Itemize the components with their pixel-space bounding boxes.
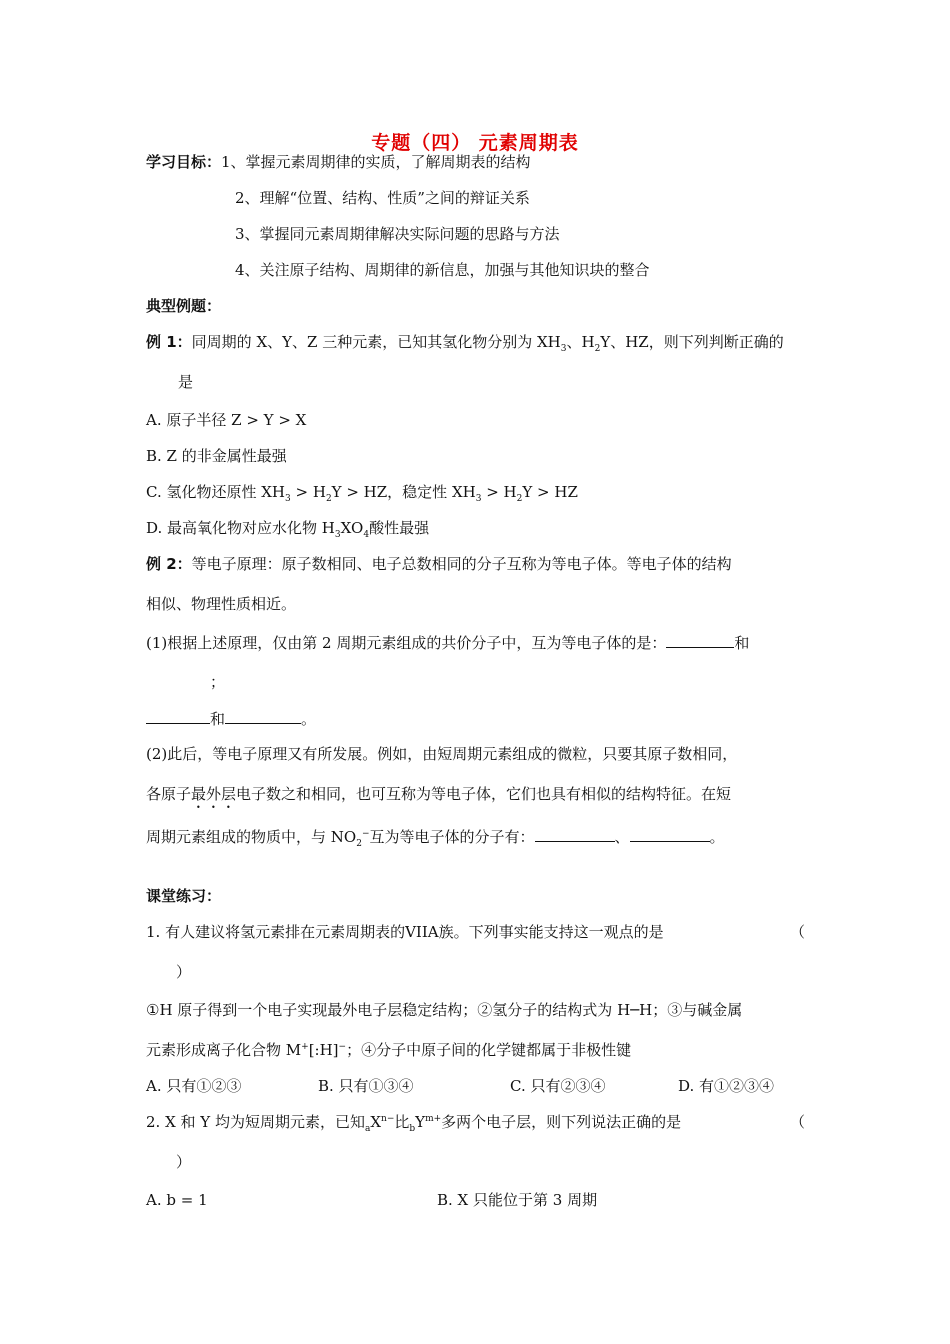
- example-2-part-2-cont: 各原子最外层电子数之和相同，也可互称为等电子体，它们也具有相似的结构特征。在短: [146, 785, 732, 803]
- question-2-stem: 2. X 和 Y 均为短周期元素，已知$_aX^{n-}$比$_bY^{m+}$多两个电子层，则下列说法正确的是: [146, 1113, 682, 1134]
- question-2-option-b[interactable]: B. X 只能位于第 3 周期: [437, 1191, 598, 1209]
- objective-2: 2、理解“位置、结构、性质”之间的辩证关系: [235, 189, 530, 207]
- example-1-question: 例 1：同周期的 X、Y、Z 三种元素，已知其氢化物分别为 $XH_3$、$H_2Y$、HZ，则下列判断正确的: [146, 333, 784, 354]
- question-1-statement: ①H 原子得到一个电子实现最外电子层稳定结构；②氢分子的结构式为 H─H；③与碱金属: [146, 1001, 743, 1019]
- example-1-option-c: C. 氢化物还原性 $XH_3 > H_2Y$ > HZ，稳定性 $XH_3 > H_2Y$ > HZ: [146, 483, 578, 504]
- question-1-statement-cont: 元素形成离子化合物 M+[:H]−；④分子中原子间的化学键都属于非极性键: [146, 1041, 632, 1059]
- question-1-option-d[interactable]: D. 有①②③④: [678, 1077, 775, 1095]
- example-1-option-a: A. 原子半径 Z > Y > X: [146, 411, 307, 429]
- question-1-stem: 1. 有人建议将氢元素排在元素周期表的VIIA族。下列事实能支持这一观点的是: [146, 923, 664, 941]
- answer-blank-2[interactable]: [146, 708, 210, 724]
- objective-4: 4、关注原子结构、周期律的新信息，加强与其他知识块的整合: [235, 261, 650, 279]
- question-2-paren-open: （: [790, 1113, 806, 1131]
- answer-blank-5[interactable]: [630, 826, 710, 842]
- question-1-paren-open: （: [790, 923, 806, 941]
- question-1-option-a[interactable]: A. 只有①②③: [146, 1077, 242, 1095]
- objective-1: 1、掌握元素周期律的实质，了解周期表的结构: [221, 153, 531, 171]
- example-2-intro-cont: 相似、物理性质相近。: [146, 595, 297, 613]
- example-2-part-1: (1)根据上述原理，仅由第 2 周期元素组成的共价分子中，互为等电子体的是： 和: [146, 634, 750, 652]
- example-2-intro: 例 2：等电子原理：原子数相同、电子总数相同的分子互称为等电子体。等电子体的结构: [146, 555, 732, 573]
- page-title: 专题（四） 元素周期表: [371, 132, 579, 154]
- example-2-part-2-end: 周期元素组成的物质中，与 $NO_2^-$互为等电子体的分子有： 、 。: [146, 828, 725, 849]
- example-2-label: 例 2：: [146, 555, 192, 573]
- example-1-option-d: D. 最高氧化物对应水化物 $H_3XO_4$酸性最强: [146, 519, 430, 540]
- example-2-semicolon: ；: [210, 673, 226, 691]
- answer-blank-1[interactable]: [666, 632, 734, 648]
- question-2-option-a[interactable]: A. b = 1: [146, 1191, 208, 1209]
- objective-3: 3、掌握同元素周期律解决实际问题的思路与方法: [235, 225, 560, 243]
- example-1-label: 例 1：: [146, 333, 192, 351]
- question-1-option-b[interactable]: B. 只有①③④: [318, 1077, 414, 1095]
- example-1-question-cont: 是: [178, 373, 194, 391]
- objectives-label: 学习目标：: [146, 153, 222, 171]
- question-1-option-c[interactable]: C. 只有②③④: [510, 1077, 606, 1095]
- examples-heading: 典型例题：: [146, 297, 222, 315]
- example-2-part-2: (2)此后，等电子原理又有所发展。例如，由短周期元素组成的微粒，只要其原子数相同，: [146, 745, 738, 763]
- emphasis-text: 最外层: [191, 785, 237, 803]
- question-1-paren-close: ）: [176, 963, 192, 981]
- objectives-line-1: [146, 152, 531, 172]
- question-2-paren-close: ）: [176, 1153, 192, 1171]
- example-1-option-b: B. Z 的非金属性最强: [146, 447, 287, 465]
- answer-blank-4[interactable]: [535, 826, 615, 842]
- practice-heading: 课堂练习：: [146, 887, 222, 905]
- answer-blank-3[interactable]: [225, 708, 301, 724]
- example-2-part-1-cont: 和 。: [146, 708, 316, 729]
